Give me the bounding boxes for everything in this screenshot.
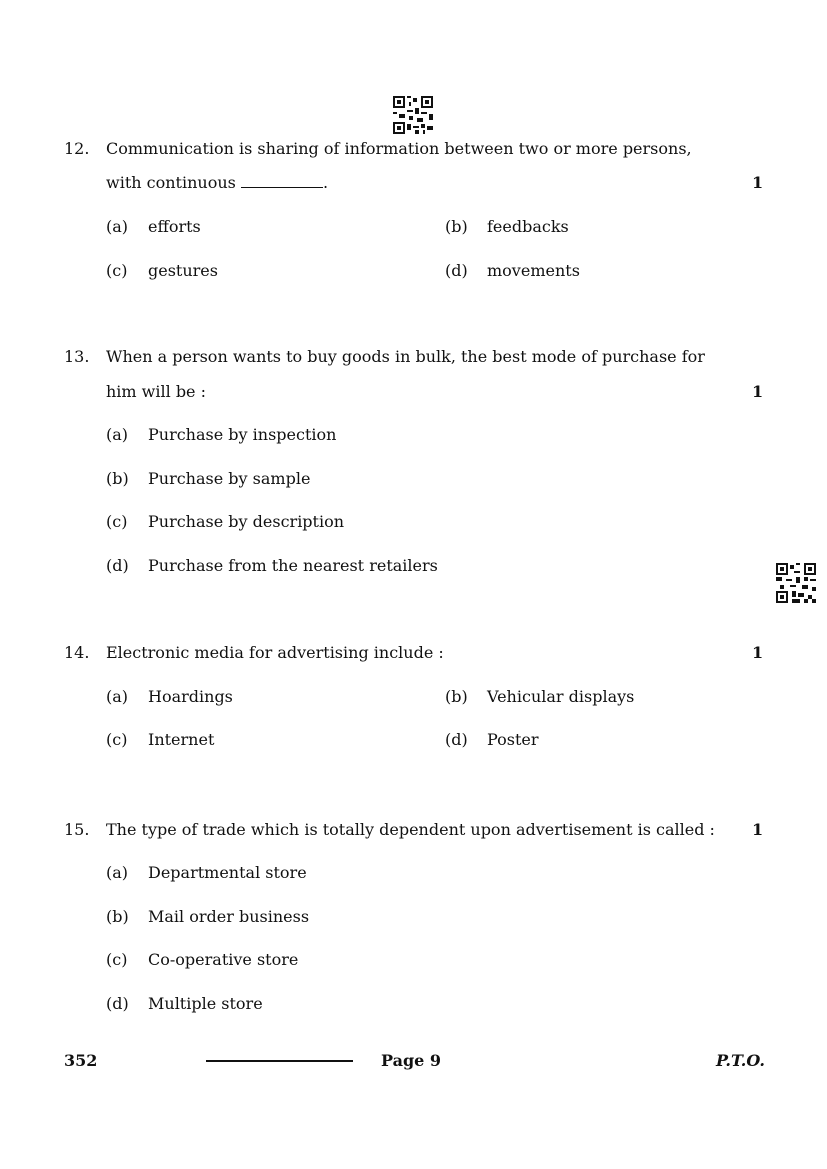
option-text: Multiple store [148,994,263,1013]
option-label: (a) [106,863,129,882]
option-text: Co-operative store [148,950,299,969]
page-number: Page 9 [381,1051,442,1070]
option-text: Mail order business [148,907,310,926]
question-text: The type of trade which is totally dependent upon advertisement is called : [106,820,715,839]
option-text: Internet [148,730,215,749]
option-text: Purchase by sample [148,469,311,488]
option-label: (d) [106,994,129,1013]
qr-code-icon [393,96,433,134]
question-text-line2 [106,173,328,193]
paper-code: 352 [64,1051,98,1070]
option-text: Departmental store [148,863,307,882]
option-text: Vehicular displays [487,687,635,706]
option-label: (d) [106,556,129,575]
marks: 1 [752,820,764,839]
pto-label: P.T.O. [716,1051,765,1070]
question-number: 13. [64,347,90,366]
option-label: (c) [106,512,128,531]
option-label: (b) [445,217,468,236]
option-text: Poster [487,730,539,749]
footer-divider [206,1060,353,1062]
marks: 1 [752,643,764,662]
option-label: (c) [106,261,128,280]
option-label: (b) [106,469,129,488]
option-text: Purchase by inspection [148,425,337,444]
option-label: (a) [106,687,129,706]
question-text-post: . [322,173,329,192]
question-text: Electronic media for advertising include : [106,643,444,662]
fill-in-blank [241,173,323,188]
marks: 1 [752,382,764,401]
question-text: When a person wants to buy goods in bulk, the best mode of purchase for [106,347,705,366]
option-label: (b) [106,907,129,926]
question-number: 12. [64,139,90,158]
option-text: feedbacks [487,217,569,236]
option-label: (c) [106,950,128,969]
option-text: efforts [148,217,201,236]
option-text: gestures [148,261,218,280]
qr-code-icon [776,563,816,603]
option-label: (c) [106,730,128,749]
marks: 1 [752,173,764,192]
option-text: Purchase from the nearest retailers [148,556,438,575]
option-text: Purchase by description [148,512,345,531]
question-number: 15. [64,820,90,839]
option-label: (d) [445,730,468,749]
option-text: movements [487,261,580,280]
option-label: (d) [445,261,468,280]
option-label: (a) [106,217,129,236]
option-label: (a) [106,425,129,444]
question-number: 14. [64,643,90,662]
question-text: Communication is sharing of information between two or more persons, [106,139,692,158]
question-text-pre: with continuous [106,173,236,192]
option-text: Hoardings [148,687,233,706]
option-label: (b) [445,687,468,706]
question-text-line2: him will be : [106,382,206,401]
